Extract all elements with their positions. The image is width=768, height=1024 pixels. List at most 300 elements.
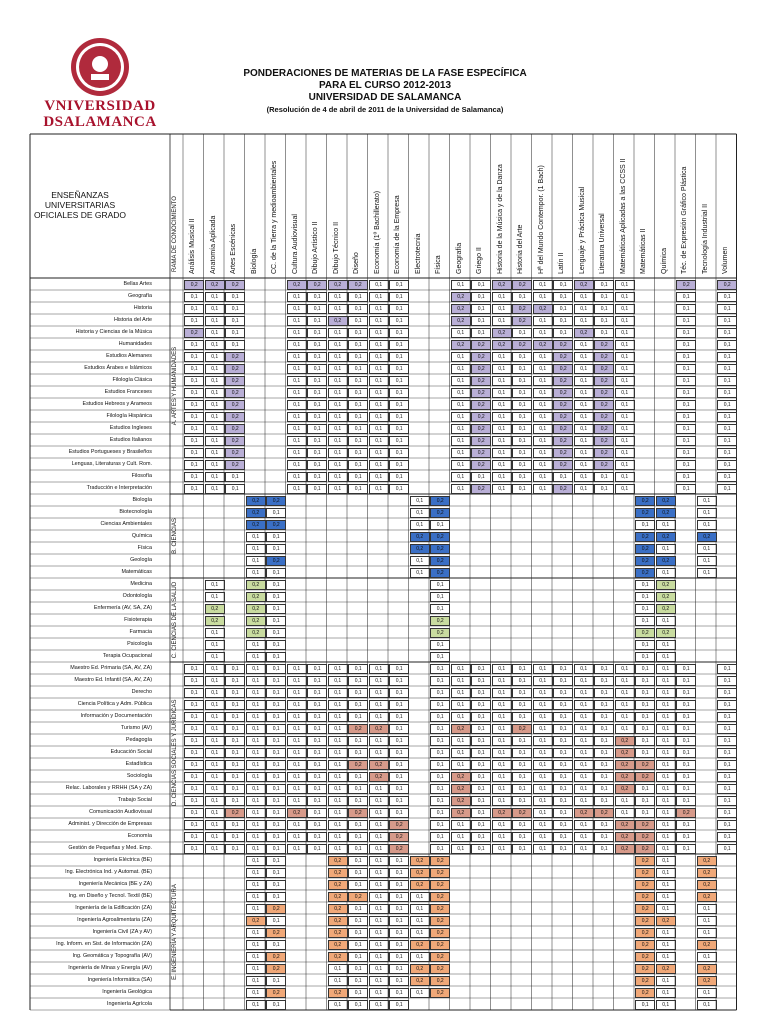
weight-cell: 0,1 xyxy=(512,832,532,842)
weight-cell: 0,1 xyxy=(348,688,368,698)
weight-cell: 0,1 xyxy=(430,760,450,770)
weight-cell: 0,1 xyxy=(348,748,368,758)
weight-cell: 0,1 xyxy=(533,388,553,398)
degree-label: Estudios Árabes e Islámicos xyxy=(84,365,152,371)
weight-cell: 0,1 xyxy=(635,676,655,686)
weight-cell: 0,2 xyxy=(225,436,245,446)
weight-cell: 0,1 xyxy=(205,328,225,338)
weight-cell: 0,1 xyxy=(676,304,696,314)
weight-cell: 0,1 xyxy=(369,880,389,890)
weight-cell: 0,1 xyxy=(574,688,594,698)
weight-cell: 0,2 xyxy=(225,280,245,290)
weight-cell: 0,1 xyxy=(492,664,512,674)
column-header: Literatura Universal xyxy=(599,213,606,274)
weight-cell: 0,1 xyxy=(348,880,368,890)
weight-cell: 0,1 xyxy=(225,736,245,746)
weight-cell: 0,1 xyxy=(492,436,512,446)
weight-cell: 0,1 xyxy=(492,676,512,686)
weight-cell: 0,2 xyxy=(430,868,450,878)
weight-cell: 0,1 xyxy=(389,700,409,710)
weight-cell: 0,2 xyxy=(697,964,717,974)
weight-cell: 0,1 xyxy=(512,352,532,362)
weight-cell: 0,1 xyxy=(184,412,204,422)
weight-cell: 0,1 xyxy=(430,820,450,830)
column-header: Latín II xyxy=(558,252,565,274)
weight-cell: 0,1 xyxy=(369,376,389,386)
weight-cell: 0,1 xyxy=(205,628,225,638)
degree-label: Física xyxy=(137,545,152,551)
weight-cell: 0,1 xyxy=(451,664,471,674)
degree-label: Comunicación Audiovisual xyxy=(89,809,152,815)
weight-cell: 0,1 xyxy=(389,280,409,290)
weight-cell: 0,1 xyxy=(676,784,696,794)
weight-cell: 0,1 xyxy=(717,424,737,434)
weight-cell: 0,2 xyxy=(328,316,348,326)
weight-cell: 0,1 xyxy=(205,352,225,362)
weight-cell: 0,1 xyxy=(512,400,532,410)
weight-cell: 0,1 xyxy=(266,640,286,650)
weight-cell: 0,1 xyxy=(389,952,409,962)
weight-cell: 0,1 xyxy=(287,796,307,806)
weight-cell: 0,1 xyxy=(389,808,409,818)
degree-label: Ciencia Política y Adm. Pública xyxy=(77,701,152,707)
weight-cell: 0,2 xyxy=(615,736,635,746)
weight-cell: 0,1 xyxy=(369,808,389,818)
weight-cell: 0,1 xyxy=(266,844,286,854)
weight-cell: 0,2 xyxy=(512,280,532,290)
weight-cell: 0,1 xyxy=(656,796,676,806)
weight-cell: 0,2 xyxy=(656,580,676,590)
weight-cell: 0,1 xyxy=(451,376,471,386)
weight-cell: 0,2 xyxy=(451,724,471,734)
weight-cell: 0,1 xyxy=(533,736,553,746)
degree-label: Turismo (AV) xyxy=(120,725,152,731)
weight-cell: 0,1 xyxy=(389,892,409,902)
weight-cell: 0,1 xyxy=(246,880,266,890)
weight-cell: 0,1 xyxy=(717,820,737,830)
weight-cell: 0,1 xyxy=(430,520,450,530)
weight-cell: 0,1 xyxy=(656,616,676,626)
weight-cell: 0,2 xyxy=(389,844,409,854)
weight-cell: 0,1 xyxy=(451,460,471,470)
weight-cell: 0,1 xyxy=(328,1000,348,1010)
weight-cell: 0,2 xyxy=(594,340,614,350)
weight-cell: 0,2 xyxy=(430,532,450,542)
weight-cell: 0,1 xyxy=(184,436,204,446)
weight-cell: 0,1 xyxy=(594,760,614,770)
weight-cell: 0,2 xyxy=(184,328,204,338)
weight-cell: 0,1 xyxy=(348,304,368,314)
weight-cell: 0,1 xyxy=(328,388,348,398)
weight-cell: 0,2 xyxy=(553,388,573,398)
weight-cell: 0,2 xyxy=(553,460,573,470)
weight-cell: 0,1 xyxy=(594,724,614,734)
weight-cell: 0,1 xyxy=(615,376,635,386)
weight-cell: 0,1 xyxy=(594,784,614,794)
weight-cell: 0,1 xyxy=(676,820,696,830)
weight-cell: 0,1 xyxy=(676,448,696,458)
weight-cell: 0,1 xyxy=(246,796,266,806)
weight-cell: 0,1 xyxy=(533,316,553,326)
weight-cell: 0,2 xyxy=(451,784,471,794)
weight-cell: 0,1 xyxy=(369,844,389,854)
weight-cell: 0,2 xyxy=(635,508,655,518)
weight-cell: 0,2 xyxy=(287,808,307,818)
weight-cell: 0,2 xyxy=(635,820,655,830)
weight-cell: 0,1 xyxy=(533,364,553,374)
weight-cell: 0,2 xyxy=(615,772,635,782)
weight-cell: 0,1 xyxy=(205,472,225,482)
weight-cell: 0,1 xyxy=(697,568,717,578)
weight-cell: 0,1 xyxy=(246,832,266,842)
weight-cell: 0,1 xyxy=(205,340,225,350)
weight-cell: 0,2 xyxy=(594,460,614,470)
weight-cell: 0,2 xyxy=(656,628,676,638)
weight-cell: 0,2 xyxy=(697,532,717,542)
weight-cell: 0,2 xyxy=(430,628,450,638)
weight-cell: 0,1 xyxy=(717,784,737,794)
weight-cell: 0,1 xyxy=(574,388,594,398)
weight-cell: 0,1 xyxy=(656,928,676,938)
weight-cell: 0,1 xyxy=(246,712,266,722)
weight-cell: 0,1 xyxy=(246,556,266,566)
weight-cell: 0,1 xyxy=(266,796,286,806)
weight-cell: 0,1 xyxy=(205,364,225,374)
weight-cell: 0,1 xyxy=(246,964,266,974)
weight-cell: 0,1 xyxy=(594,664,614,674)
weight-cell: 0,1 xyxy=(492,352,512,362)
weight-cell: 0,2 xyxy=(635,928,655,938)
weight-cell: 0,1 xyxy=(594,832,614,842)
weight-cell: 0,1 xyxy=(430,724,450,734)
weight-cell: 0,1 xyxy=(369,472,389,482)
weight-cell: 0,1 xyxy=(451,820,471,830)
weight-cell: 0,1 xyxy=(553,748,573,758)
weight-cell: 0,2 xyxy=(471,352,491,362)
weight-cell: 0,1 xyxy=(656,724,676,734)
weight-cell: 0,1 xyxy=(451,352,471,362)
weight-cell: 0,1 xyxy=(307,700,327,710)
weight-cell: 0,1 xyxy=(348,976,368,986)
degree-label: Ciencias Ambientales xyxy=(100,521,152,527)
weight-cell: 0,1 xyxy=(266,976,286,986)
weight-cell: 0,2 xyxy=(410,880,430,890)
title-line-1: PONDERACIONES DE MATERIAS DE LA FASE ESPECÍFICA xyxy=(243,68,527,79)
weight-cell: 0,1 xyxy=(471,676,491,686)
weight-cell: 0,1 xyxy=(553,820,573,830)
degree-label: Ing. en Diseño y Tecnol. Textil (BE) xyxy=(68,893,152,899)
weight-cell: 0,1 xyxy=(369,280,389,290)
weight-cell: 0,2 xyxy=(635,544,655,554)
column-header: Matemáticas Aplicadas a las CCSS II xyxy=(619,158,627,274)
weight-cell: 0,2 xyxy=(635,940,655,950)
weight-cell: 0,1 xyxy=(307,376,327,386)
weight-cell: 0,1 xyxy=(512,328,532,338)
weight-cell: 0,1 xyxy=(184,844,204,854)
weight-cell: 0,1 xyxy=(553,328,573,338)
weight-cell: 0,1 xyxy=(656,892,676,902)
weight-cell: 0,1 xyxy=(717,712,737,722)
weight-cell: 0,2 xyxy=(471,460,491,470)
degree-label: Estudios Portugueses y Brasileños xyxy=(68,449,152,455)
weight-cell: 0,1 xyxy=(471,688,491,698)
weight-cell: 0,1 xyxy=(594,736,614,746)
weight-cell: 0,1 xyxy=(492,292,512,302)
weight-cell: 0,1 xyxy=(492,736,512,746)
weight-cell: 0,1 xyxy=(492,772,512,782)
weight-cell: 0,1 xyxy=(635,580,655,590)
weight-cell: 0,2 xyxy=(656,556,676,566)
weight-cell: 0,1 xyxy=(389,412,409,422)
weight-cell: 0,1 xyxy=(512,688,532,698)
weight-cell: 0,1 xyxy=(328,976,348,986)
weight-cell: 0,1 xyxy=(389,856,409,866)
weight-cell: 0,1 xyxy=(287,664,307,674)
weight-cell: 0,1 xyxy=(205,376,225,386)
weight-cell: 0,1 xyxy=(451,424,471,434)
weight-cell: 0,1 xyxy=(615,724,635,734)
weight-cell: 0,1 xyxy=(533,376,553,386)
weight-cell: 0,1 xyxy=(512,844,532,854)
weight-cell: 0,1 xyxy=(389,376,409,386)
weight-cell: 0,2 xyxy=(430,508,450,518)
weight-cell: 0,1 xyxy=(676,736,696,746)
weight-cell: 0,1 xyxy=(533,796,553,806)
weight-cell: 0,1 xyxy=(184,484,204,494)
weight-cell: 0,1 xyxy=(287,844,307,854)
weight-cell: 0,2 xyxy=(697,880,717,890)
weight-cell: 0,1 xyxy=(656,712,676,722)
weight-cell: 0,1 xyxy=(697,520,717,530)
weight-cell: 0,1 xyxy=(635,616,655,626)
weight-cell: 0,1 xyxy=(348,316,368,326)
weight-cell: 0,1 xyxy=(348,388,368,398)
weight-cell: 0,1 xyxy=(348,376,368,386)
weight-cell: 0,1 xyxy=(307,736,327,746)
weight-cell: 0,1 xyxy=(205,772,225,782)
weight-cell: 0,1 xyxy=(697,1000,717,1010)
weight-cell: 0,1 xyxy=(369,964,389,974)
weight-cell: 0,1 xyxy=(225,724,245,734)
weight-cell: 0,1 xyxy=(246,532,266,542)
weight-cell: 0,2 xyxy=(266,952,286,962)
weight-cell: 0,1 xyxy=(348,1000,368,1010)
weight-cell: 0,1 xyxy=(328,436,348,446)
weight-cell: 0,1 xyxy=(717,328,737,338)
weight-cell: 0,2 xyxy=(471,400,491,410)
weight-cell: 0,1 xyxy=(553,736,573,746)
weight-cell: 0,1 xyxy=(471,304,491,314)
weight-cell: 0,1 xyxy=(369,412,389,422)
weight-cell: 0,1 xyxy=(471,736,491,746)
weight-cell: 0,1 xyxy=(512,448,532,458)
weight-cell: 0,1 xyxy=(369,340,389,350)
weight-cell: 0,1 xyxy=(307,436,327,446)
weight-cell: 0,1 xyxy=(533,280,553,290)
weight-cell: 0,1 xyxy=(246,724,266,734)
degree-label: Economía xyxy=(127,833,152,839)
weight-cell: 0,1 xyxy=(717,388,737,398)
weight-cell: 0,2 xyxy=(553,424,573,434)
weight-cell: 0,1 xyxy=(594,688,614,698)
weight-cell: 0,1 xyxy=(389,472,409,482)
weight-cell: 0,1 xyxy=(328,808,348,818)
weight-cell: 0,1 xyxy=(717,736,737,746)
weight-cell: 0,1 xyxy=(410,916,430,926)
weight-cell: 0,2 xyxy=(430,904,450,914)
weight-cell: 0,1 xyxy=(676,412,696,422)
weight-cell: 0,1 xyxy=(533,832,553,842)
degree-label: Ingeniería Civil (ZA y AV) xyxy=(92,929,152,935)
weight-cell: 0,1 xyxy=(307,400,327,410)
degree-label: Filología Hispánica xyxy=(106,413,152,419)
weight-cell: 0,1 xyxy=(717,340,737,350)
weight-cell: 0,1 xyxy=(553,676,573,686)
degree-label: Historia del Arte xyxy=(113,317,152,323)
weight-cell: 0,1 xyxy=(471,280,491,290)
weight-cell: 0,1 xyxy=(717,352,737,362)
column-header: Dibujo Artístico II xyxy=(312,221,319,274)
degree-label: Historia xyxy=(133,305,152,311)
degree-label: Administ. y Dirección de Empresas xyxy=(68,821,152,827)
weight-cell: 0,1 xyxy=(553,664,573,674)
weight-cell: 0,1 xyxy=(533,292,553,302)
weight-cell: 0,1 xyxy=(594,796,614,806)
weight-cell: 0,1 xyxy=(225,292,245,302)
weight-cell: 0,1 xyxy=(287,352,307,362)
weight-cell: 0,1 xyxy=(348,412,368,422)
weight-cell: 0,1 xyxy=(328,664,348,674)
weight-cell: 0,1 xyxy=(594,676,614,686)
weight-cell: 0,1 xyxy=(348,676,368,686)
weight-cell: 0,2 xyxy=(328,928,348,938)
column-header: Física xyxy=(435,255,442,274)
weight-cell: 0,1 xyxy=(287,328,307,338)
weight-cell: 0,1 xyxy=(205,316,225,326)
weight-cell: 0,2 xyxy=(184,280,204,290)
weight-cell: 0,2 xyxy=(389,832,409,842)
degree-label: Humanidades xyxy=(118,341,152,347)
weight-cell: 0,2 xyxy=(266,904,286,914)
weight-cell: 0,1 xyxy=(205,580,225,590)
weight-cell: 0,1 xyxy=(533,700,553,710)
weight-cell: 0,2 xyxy=(717,280,737,290)
degree-label: Gestión de Pequeñas y Med. Emp. xyxy=(68,845,152,851)
weight-cell: 0,1 xyxy=(451,412,471,422)
weight-cell: 0,1 xyxy=(492,376,512,386)
weight-cell: 0,1 xyxy=(717,832,737,842)
weight-cell: 0,1 xyxy=(533,436,553,446)
weight-cell: 0,1 xyxy=(533,808,553,818)
weight-cell: 0,1 xyxy=(717,676,737,686)
weight-cell: 0,2 xyxy=(205,616,225,626)
weight-cell: 0,1 xyxy=(369,976,389,986)
weight-cell: 0,1 xyxy=(492,460,512,470)
degree-label: Historia y Ciencias de la Música xyxy=(75,329,152,335)
university-name-line2: DSALAMANCA xyxy=(43,114,157,130)
weight-cell: 0,1 xyxy=(574,664,594,674)
weight-cell: 0,1 xyxy=(471,796,491,806)
weight-cell: 0,1 xyxy=(369,664,389,674)
weight-cell: 0,1 xyxy=(266,592,286,602)
weight-cell: 0,1 xyxy=(471,820,491,830)
weight-cell: 0,1 xyxy=(348,700,368,710)
weight-cell: 0,1 xyxy=(266,688,286,698)
weight-cell: 0,2 xyxy=(410,868,430,878)
degree-label: Ingeniería Eléctrica (BE) xyxy=(93,857,152,863)
weight-cell: 0,1 xyxy=(307,316,327,326)
weight-cell: 0,1 xyxy=(287,688,307,698)
degree-label: Biotecnología xyxy=(119,509,152,515)
weight-cell: 0,1 xyxy=(389,484,409,494)
weight-cell: 0,2 xyxy=(656,964,676,974)
degree-label: Estudios Hebreos y Arameos xyxy=(82,401,152,407)
weight-cell: 0,1 xyxy=(266,808,286,818)
weight-cell: 0,2 xyxy=(574,328,594,338)
weight-cell: 0,1 xyxy=(205,292,225,302)
weight-cell: 0,1 xyxy=(246,640,266,650)
weight-cell: 0,1 xyxy=(656,688,676,698)
weight-cell: 0,1 xyxy=(184,664,204,674)
weight-cell: 0,1 xyxy=(492,400,512,410)
weight-cell: 0,2 xyxy=(430,892,450,902)
weight-cell: 0,1 xyxy=(492,844,512,854)
degree-label: Psicología xyxy=(127,641,152,647)
weight-cell: 0,1 xyxy=(533,748,553,758)
weight-cell: 0,1 xyxy=(369,688,389,698)
weight-cell: 0,1 xyxy=(307,460,327,470)
weight-cell: 0,2 xyxy=(635,760,655,770)
weight-cell: 0,1 xyxy=(676,700,696,710)
weight-cell: 0,1 xyxy=(635,712,655,722)
weight-cell: 0,1 xyxy=(287,376,307,386)
weight-cell: 0,1 xyxy=(717,412,737,422)
weight-cell: 0,2 xyxy=(430,988,450,998)
weight-cell: 0,1 xyxy=(307,664,327,674)
weight-cell: 0,2 xyxy=(471,388,491,398)
weight-cell: 0,1 xyxy=(512,424,532,434)
weight-cell: 0,2 xyxy=(697,892,717,902)
weight-cell: 0,1 xyxy=(574,424,594,434)
weight-cell: 0,1 xyxy=(615,364,635,374)
title-line-2: PARA EL CURSO 2012-2013 xyxy=(318,80,452,91)
weight-cell: 0,1 xyxy=(184,700,204,710)
weight-cell: 0,1 xyxy=(307,340,327,350)
weight-cell: 0,1 xyxy=(348,856,368,866)
weight-cell: 0,1 xyxy=(656,868,676,878)
weight-cell: 0,1 xyxy=(656,856,676,866)
weight-cell: 0,1 xyxy=(553,760,573,770)
weight-cell: 0,1 xyxy=(697,556,717,566)
weight-cell: 0,1 xyxy=(656,544,676,554)
title-line-3: UNIVERSIDAD DE SALAMANCA xyxy=(308,92,462,103)
column-header: Dibujo Técnico II xyxy=(332,221,340,274)
weight-cell: 0,1 xyxy=(184,292,204,302)
weight-cell: 0,1 xyxy=(553,472,573,482)
weight-cell: 0,1 xyxy=(492,364,512,374)
weight-cell: 0,1 xyxy=(328,448,348,458)
weight-cell: 0,1 xyxy=(656,520,676,530)
weight-cell: 0,1 xyxy=(492,424,512,434)
weight-cell: 0,2 xyxy=(656,604,676,614)
weight-cell: 0,2 xyxy=(287,280,307,290)
column-header: Geografía xyxy=(455,242,463,274)
weight-cell: 0,1 xyxy=(266,700,286,710)
weight-cell: 0,1 xyxy=(287,400,307,410)
weight-cell: 0,1 xyxy=(656,772,676,782)
weight-cell: 0,1 xyxy=(676,400,696,410)
weight-cell: 0,1 xyxy=(328,328,348,338)
